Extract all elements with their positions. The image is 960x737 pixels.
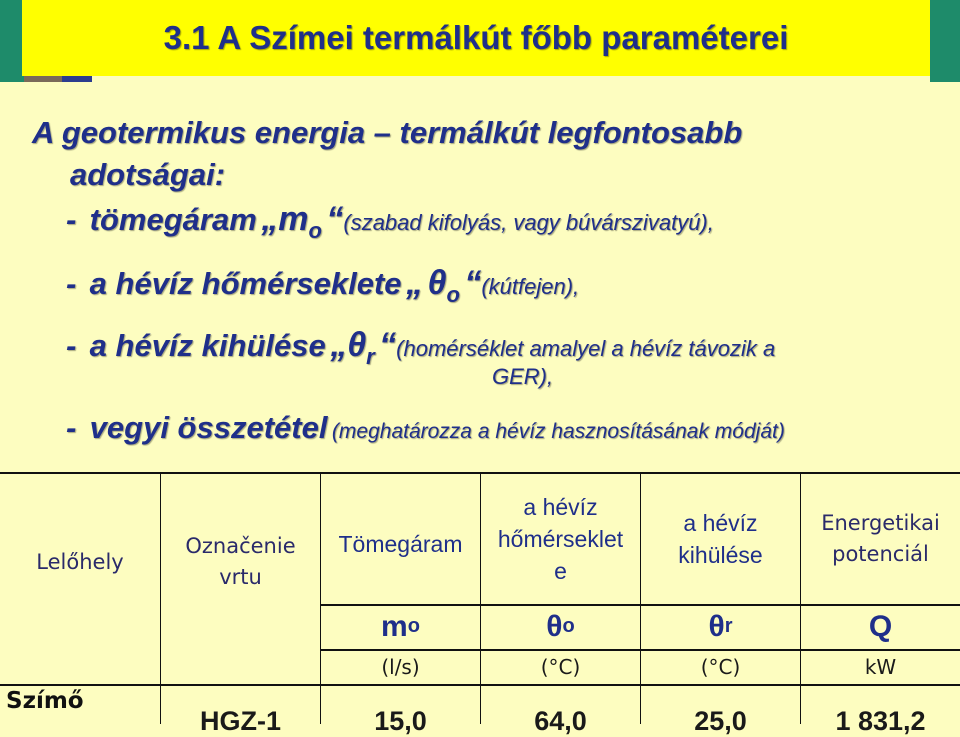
slide-title: 3.1 A Szímei termálkút főbb paraméterei — [163, 19, 789, 56]
bullet-water-cooling-continuation: GER), — [492, 364, 554, 389]
header-water-cooling: a hévíz kihülése — [640, 474, 800, 604]
table-row-well: HGZ-1 — [160, 684, 320, 724]
unit-mass-flow: (l/s) — [320, 649, 480, 684]
bullet-water-cooling: - a hévíz kihülése „θr “(homérséklet amalyel a hévíz távozik a — [66, 326, 776, 369]
bullet-mass-flow: - tömegáram „mo “(szabad kifolyás, vagy búvárszivatyú), — [66, 200, 714, 243]
unit-water-temperature: (°C) — [480, 649, 640, 684]
parameters-table — [0, 472, 960, 736]
table-row-flow: 15,0 — [320, 684, 480, 724]
unit-energy-potential: kW — [800, 649, 960, 684]
table-row-cooling: 25,0 — [640, 684, 800, 724]
slide-heading — [32, 112, 922, 196]
table-row-power: 1 831,2 — [800, 684, 960, 724]
header-water-temperature: a hévíz hőmérseklet e — [480, 474, 640, 604]
heading-line-1: A geotermikus energia – termálkút legfontosabb — [32, 115, 743, 150]
table-row-temp: 64,0 — [480, 684, 640, 724]
symbol-mass-flow: m o — [320, 604, 480, 649]
symbol-water-cooling: θ r — [640, 604, 800, 649]
symbol-water-temperature: θ o — [480, 604, 640, 649]
unit-water-cooling: (°C) — [640, 649, 800, 684]
table-row-location: Szímő — [6, 688, 84, 714]
symbol-energy-potential: Q — [800, 604, 960, 649]
bullet-chemical-composition: - vegyi összetétel (meghatározza a hévíz hasznosításának módját) — [66, 410, 785, 445]
header-energy-potential: Energetikai potenciál — [800, 474, 960, 604]
header-location: Lelőhely — [36, 549, 124, 574]
bullet-water-temperature: - a hévíz hőmérseklete „ θo “(kútfejen), — [66, 264, 580, 307]
header-mass-flow: Tömegáram — [320, 474, 480, 604]
header-well-id: Označenie vrtu — [160, 474, 320, 684]
heading-line-2: adotságai: — [70, 157, 226, 192]
